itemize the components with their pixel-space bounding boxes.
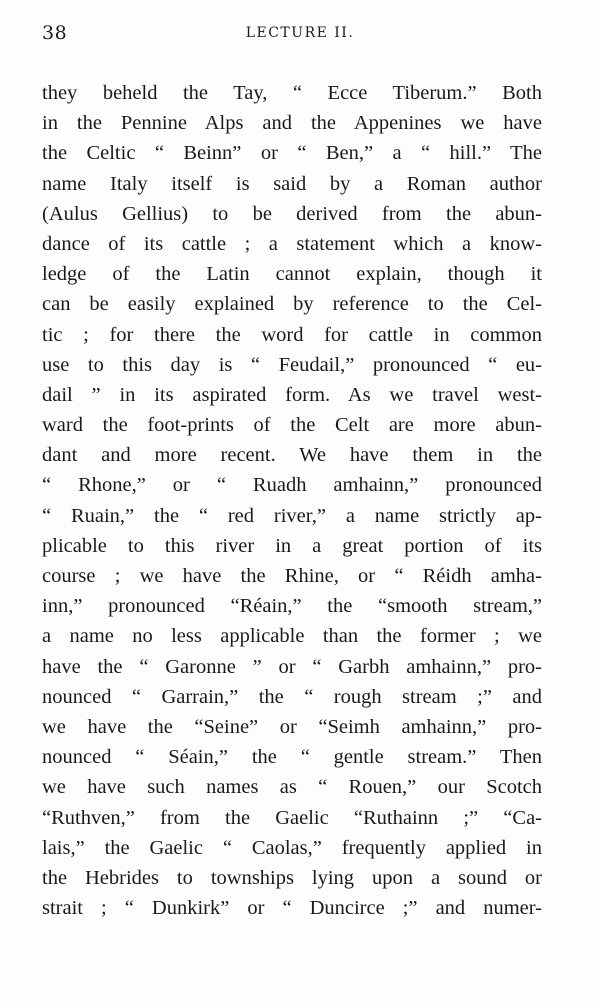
text-line: “ Rhone,” or “ Ruadh amhainn,” pronounced [42,474,542,497]
page-header [42,22,558,52]
text-line: nounced “ Séain,” the “ gentle stream.” Then [42,746,542,769]
text-line: “Ruthven,” from the Gaelic “Ruthainn ;” “Ca- [42,806,542,829]
text-line: they beheld the Tay, “ Ecce Tiberum.” Both [42,82,542,104]
text-line: tic ; for there the word for cattle in common [42,323,542,346]
text-line: the Celtic “ Beinn” or “ Ben,” a “ hill.” The [42,142,542,165]
text-line: strait ; “ Dunkirk” or “ Duncirce ;” and numer- [42,897,542,920]
text-line: “ Ruain,” the “ red river,” a name strictly ap- [42,504,542,527]
text-line: we have such names as “ Rouen,” our Scotch [42,776,542,799]
text-line: ledge of the Latin cannot explain, though it [42,263,542,286]
text-line: can be easily explained by reference to the Cel- [42,293,542,316]
text-line: name Italy itself is said by a Roman author [42,172,542,195]
text-line: dance of its cattle ; a statement which a know- [42,232,542,255]
text-line: nounced “ Garrain,” the “ rough stream ;” and [42,685,542,708]
text-line: have the “ Garonne ” or “ Garbh amhainn,” pro- [42,655,542,678]
text-line: the Hebrides to townships lying upon a sound or [42,866,542,889]
text-line: course ; we have the Rhine, or “ Réidh amha- [42,565,542,587]
text-line: dail ” in its aspirated form. As we travel west- [42,383,542,406]
body-text [42,78,542,923]
text-line: (Aulus Gellius) to be derived from the abun- [42,202,542,225]
text-line: inn,” pronounced “Réain,” the “smooth stream,” [42,595,542,618]
text-line: a name no less applicable than the former ; we [42,625,542,648]
text-line: use to this day is “ Feudail,” pronounced “ eu- [42,353,542,376]
text-line: in the Pennine Alps and the Appenines we have [42,112,542,135]
text-line: plicable to this river in a great portion of its [42,534,542,557]
running-head: LECTURE II. [245,25,355,41]
text-line: we have the “Seine” or “Seimh amhainn,” pro- [42,715,542,738]
text-line: dant and more recent. We have them in the [42,444,542,467]
text-line: lais,” the Gaelic “ Caolas,” frequently applied in [42,836,542,859]
text-line: ward the foot-prints of the Celt are more abun- [42,414,542,437]
page-number: 38 [42,22,68,44]
